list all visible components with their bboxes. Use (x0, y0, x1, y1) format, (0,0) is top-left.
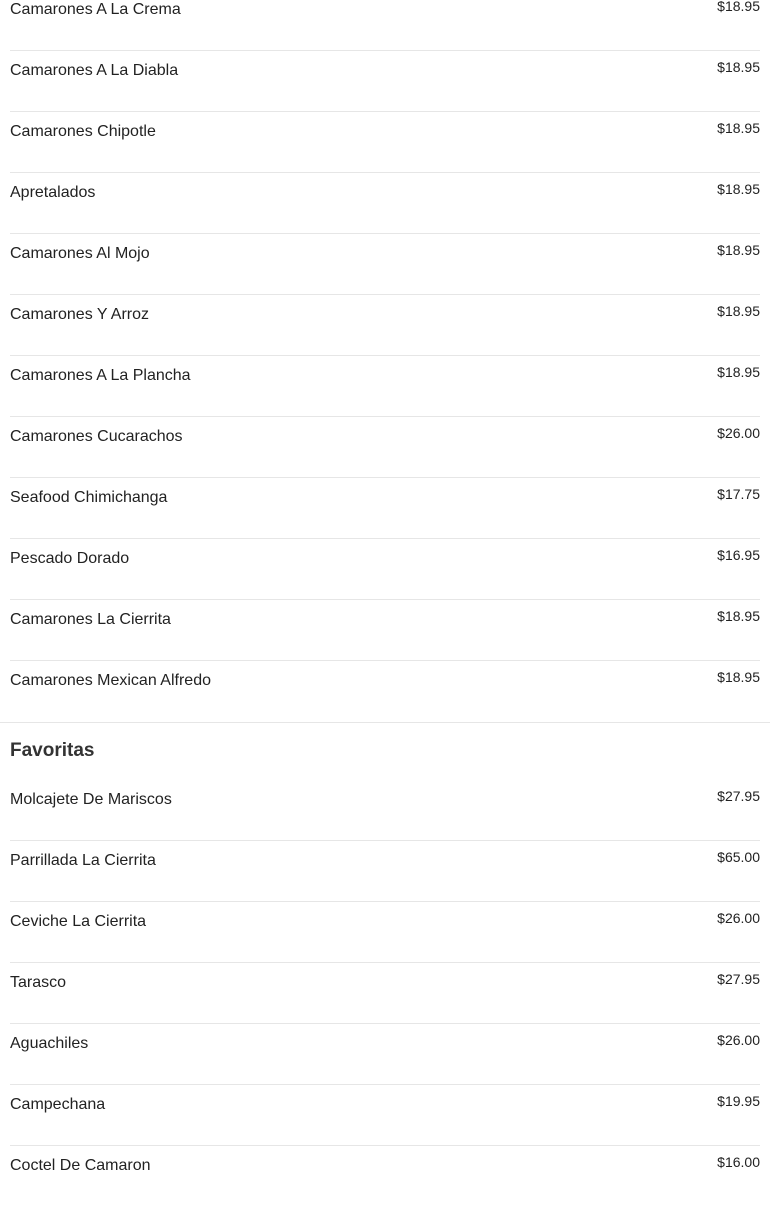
menu-item-price: $27.95 (717, 971, 760, 987)
menu-item-name: Tarasco (10, 974, 67, 991)
menu-item[interactable] (10, 295, 760, 356)
menu-item-price: $18.95 (717, 669, 760, 685)
menu-item-price: $16.95 (717, 547, 760, 563)
menu-item[interactable] (10, 234, 760, 295)
menu-item-price: $26.00 (717, 425, 760, 441)
menu-item-price: $18.95 (717, 242, 760, 258)
menu-item-price: $18.95 (717, 59, 760, 75)
menu-item[interactable] (10, 173, 760, 234)
menu-item-name: Camarones Chipotle (10, 123, 156, 140)
menu-item-name: Molcajete De Mariscos (10, 791, 172, 808)
menu-item-name: Camarones Cucarachos (10, 428, 183, 445)
menu-item-price: $18.95 (717, 364, 760, 380)
menu-item[interactable] (10, 1146, 760, 1207)
menu-item-name: Apretalados (10, 184, 96, 201)
menu-item-price: $26.00 (717, 910, 760, 926)
menu-item-price: $18.95 (717, 303, 760, 319)
section-title: Favoritas (10, 740, 95, 761)
menu-item-name: Camarones Mexican Alfredo (10, 672, 211, 689)
menu-item-price: $18.95 (717, 608, 760, 624)
menu-item-price: $19.95 (717, 1093, 760, 1109)
menu-item-price: $17.75 (717, 486, 760, 502)
menu-item-name: Camarones La Cierrita (10, 611, 171, 628)
menu-item[interactable] (10, 600, 760, 661)
menu-item-price: $18.95 (717, 0, 760, 14)
menu-item[interactable] (10, 356, 760, 417)
menu-item[interactable] (10, 539, 760, 600)
menu-item-name: Ceviche La Cierrita (10, 913, 147, 930)
menu-item[interactable] (10, 478, 760, 539)
menu-item[interactable] (10, 51, 760, 112)
menu-item[interactable] (10, 902, 760, 963)
menu-item-price: $26.00 (717, 1032, 760, 1048)
menu-items (0, 780, 770, 1207)
menu-item-name: Parrillada La Cierrita (10, 852, 156, 869)
menu-item[interactable] (10, 841, 760, 902)
menu-item-name: Campechana (10, 1096, 106, 1113)
menu-item[interactable] (10, 661, 760, 722)
menu-item[interactable] (10, 1085, 760, 1146)
menu-item[interactable] (10, 112, 760, 173)
menu-section-favoritas (0, 722, 770, 1207)
menu-item[interactable] (10, 0, 760, 51)
menu-item-name: Camarones Y Arroz (10, 306, 150, 323)
menu-item-name: Coctel De Camaron (10, 1157, 151, 1174)
menu-item-name: Camarones Al Mojo (10, 245, 150, 262)
menu-item[interactable] (10, 963, 760, 1024)
menu-item-name: Camarones A La Plancha (10, 367, 191, 384)
menu-item-name: Aguachiles (10, 1035, 89, 1052)
menu-item-price: $27.95 (717, 788, 760, 804)
menu-item-name: Camarones A La Diabla (10, 62, 179, 79)
menu-item[interactable] (10, 417, 760, 478)
menu-item-name: Camarones A La Crema (10, 1, 181, 18)
menu-item-price: $65.00 (717, 849, 760, 865)
menu-item-name: Pescado Dorado (10, 550, 130, 567)
menu-item-price: $18.95 (717, 181, 760, 197)
menu-item-price: $16.00 (717, 1154, 760, 1170)
menu-item-price: $18.95 (717, 120, 760, 136)
menu-item-name: Seafood Chimichanga (10, 489, 168, 506)
menu-item[interactable] (10, 1024, 760, 1085)
menu-item[interactable] (10, 780, 760, 841)
